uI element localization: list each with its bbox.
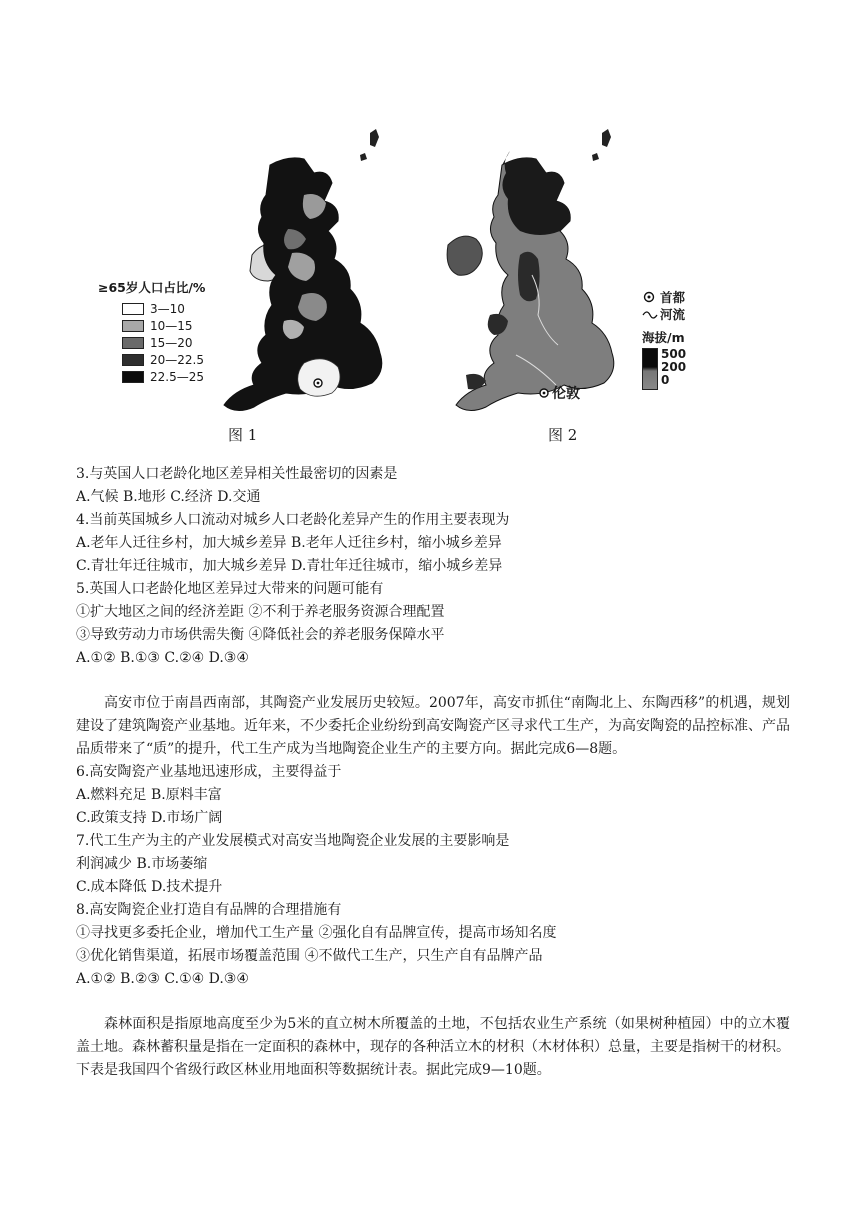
figure1-map [200, 125, 400, 420]
question-6-options: C.政策支持 D.市场广阔 [76, 810, 223, 826]
question-7-options: 利润减少 B.市场萎缩 [76, 856, 208, 872]
london-label: 伦敦 [552, 386, 580, 402]
question-4-options: C.青壮年迁往城市，加大城乡差异 D.青壮年迁往城市，缩小城乡差异 [76, 558, 503, 574]
river-legend: 河流 [642, 305, 686, 322]
question-3-stem: 3.与英国人口老龄化地区差异相关性最密切的因素是 [76, 466, 398, 482]
question-8-options: ①寻找更多委托企业，增加代工生产量 ②强化自有品牌宣传，提高市场知名度 [76, 925, 557, 941]
question-4-options: A.老年人迁往乡村，加大城乡差异 B.老年人迁往乡村，缩小城乡差异 [76, 535, 502, 551]
question-8-options: A.①② B.②③ C.①④ D.③④ [76, 971, 249, 987]
passage-2: 高安市位于南昌西南部，其陶瓷产业发展历史较短。2007年，高安市抓住“南陶北上、东陶西移”的机遇，规划建设了建筑陶瓷产业基地。近年来，不少委托企业纷纷到高安陶瓷产区寻求代工生产，为高安陶瓷的品控标准、产品品质带来了“质”的提升，代工生产成为当地陶瓷企业生产的主要方向。据此完成6—8题。 [76, 695, 790, 757]
question-4-stem: 4.当前英国城乡人口流动对城乡人口老龄化差异产生的作用主要表现为 [76, 512, 510, 528]
question-5-stem: 5.英国人口老龄化地区差异过大带来的问题可能有 [76, 581, 384, 597]
figure-area [0, 0, 860, 455]
question-5-options: A.①② B.①③ C.②④ D.③④ [76, 650, 249, 666]
river-icon [642, 309, 658, 319]
capital-legend: 首都 [642, 288, 686, 305]
legend-swatch [122, 354, 144, 366]
question-8-options: ③优化销售渠道，拓展市场覆盖范围 ④不做代工生产，只生产自有品牌产品 [76, 948, 543, 964]
question-7-options: C.成本降低 D.技术提升 [76, 879, 223, 895]
legend-item: 10—15 [122, 317, 205, 334]
elevation-bar [642, 348, 658, 390]
legend-swatch [122, 371, 144, 383]
question-5-options: ③导致劳动力市场供需失衡 ④降低社会的养老服务保障水平 [76, 627, 445, 643]
legend-swatch [122, 303, 144, 315]
legend-swatch [122, 320, 144, 332]
legend-item: 22.5—25 [122, 368, 205, 385]
figure1-legend [98, 278, 205, 385]
figure1-caption: 图 1 [228, 426, 258, 444]
question-6-stem: 6.高安陶瓷产业基地迅速形成，主要得益于 [76, 764, 342, 780]
question-5-options: ①扩大地区之间的经济差距 ②不利于养老服务资源合理配置 [76, 604, 445, 620]
elevation-scale: 500 200 0 [642, 348, 686, 390]
figure2-map [436, 125, 636, 420]
question-6-options: A.燃料充足 B.原料丰富 [76, 787, 222, 803]
capital-icon [642, 290, 656, 304]
question-7-stem: 7.代工生产为主的产业发展模式对高安当地陶瓷企业发展的主要影响是 [76, 833, 510, 849]
figure2-caption: 图 2 [548, 426, 578, 444]
elevation-title: 海拔/m [642, 330, 685, 345]
content [76, 463, 790, 1082]
legend-swatch [122, 337, 144, 349]
question-3-options: A.气候 B.地形 C.经济 D.交通 [76, 489, 261, 505]
legend-item: 15—20 [122, 334, 205, 351]
passage-3: 森林面积是指原地高度至少为5米的直立树木所覆盖的土地，不包括农业生产系统（如果树种植园）中的立木覆盖土地。森林蓄积量是指在一定面积的森林中，现存的各种活立木的材积（木材体积）总量，主要是指树干的材积。下表是我国四个省级行政区林业用地面积等数据统计表。据此完成9—10题。 [76, 1016, 790, 1078]
question-8-stem: 8.高安陶瓷企业打造自有品牌的合理措施有 [76, 902, 342, 918]
legend-item: 20—22.5 [122, 351, 205, 368]
figure1-legend-title: ≥65岁人口占比/% [98, 280, 206, 295]
figure2-legend [642, 288, 686, 390]
legend-item: 3—10 [122, 300, 205, 317]
